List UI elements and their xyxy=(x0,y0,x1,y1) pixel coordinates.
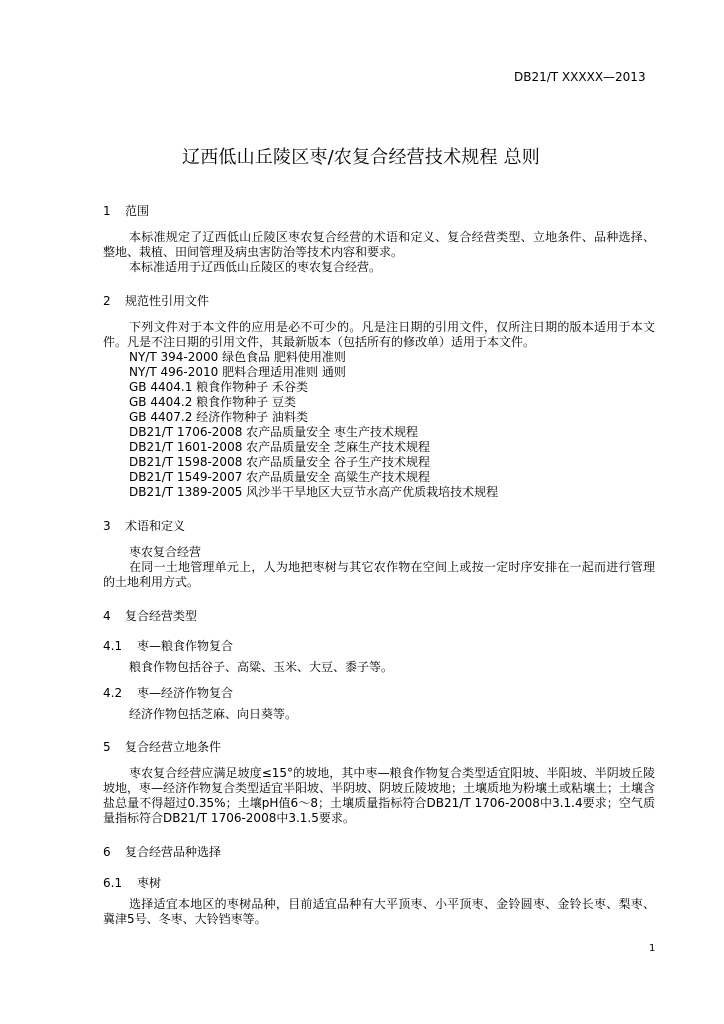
section-number: 6 xyxy=(103,845,111,859)
subsection-title: 枣树 xyxy=(137,876,162,890)
section-title: 复合经营类型 xyxy=(125,609,198,623)
reference-item: GB 4404.2 粮食作物种子 豆类 xyxy=(129,395,296,409)
section-6-heading xyxy=(103,843,221,860)
reference-item: DB21/T 1601-2008 农产品质量安全 芝麻生产技术规程 xyxy=(129,440,430,454)
reference-item: DB21/T 1389-2005 风沙半干旱地区大豆节水高产优质栽培技术规程 xyxy=(129,485,499,499)
reference-item: DB21/T 1549-2007 农产品质量安全 高粱生产技术规程 xyxy=(129,470,430,484)
subsection-4-1-text: 粮食作物包括谷子、高粱、玉米、大豆、黍子等。 xyxy=(129,660,394,674)
subsection-6-1-heading xyxy=(103,874,161,891)
reference-item: GB 4407.2 经济作物种子 油料类 xyxy=(129,410,308,424)
normative-reference-list xyxy=(129,350,498,500)
subsection-4-1-heading xyxy=(103,637,233,654)
section-title: 术语和定义 xyxy=(125,519,186,533)
section-1-paragraph-2: 本标准适用于辽西低山丘陵区的枣农复合经营。 xyxy=(129,260,382,274)
reference-item: DB21/T 1706-2008 农产品质量安全 枣生产技术规程 xyxy=(129,425,418,439)
page-number: 1 xyxy=(649,943,656,954)
section-number: 3 xyxy=(103,519,111,533)
section-title: 范围 xyxy=(125,204,150,218)
section-1-heading xyxy=(103,202,149,219)
section-number: 4 xyxy=(103,609,111,623)
section-4-heading xyxy=(103,607,197,624)
subsection-number: 6.1 xyxy=(103,876,123,890)
subsection-title: 枣—粮食作物复合 xyxy=(137,639,234,653)
subsection-4-2-text: 经济作物包括芝麻、向日葵等。 xyxy=(129,707,298,721)
reference-item: NY/T 394-2000 绿色食品 肥料使用准则 xyxy=(129,350,346,364)
section-5-heading xyxy=(103,738,221,755)
section-3-heading xyxy=(103,517,185,534)
term-definition: 在同一土地管理单元上，人为地把枣树与其它农作物在空间上或按一定时序安排在一起而进行管理的土地利用方式。 xyxy=(103,560,655,589)
section-title: 规范性引用文件 xyxy=(125,294,210,308)
section-2-paragraph-1: 下列文件对于本文件的应用是必不可少的。凡是注日期的引用文件，仅所注日期的版本适用于本文件。凡是不注日期的引用文件，其最新版本（包括所有的修改单）适用于本文件。 xyxy=(103,320,655,349)
section-1-paragraph-1: 本标准规定了辽西低山丘陵区枣农复合经营的术语和定义、复合经营类型、立地条件、品种选择、整地、栽植、田间管理及病虫害防治等技术内容和要求。 xyxy=(103,230,655,259)
section-title: 复合经营立地条件 xyxy=(125,740,222,754)
subsection-number: 4.1 xyxy=(103,639,123,653)
subsection-4-2-heading xyxy=(103,684,233,701)
reference-item: NY/T 496-2010 肥料合理适用准则 通则 xyxy=(129,365,346,379)
section-number: 1 xyxy=(103,204,111,218)
section-2-heading xyxy=(103,292,209,309)
reference-item: DB21/T 1598-2008 农产品质量安全 谷子生产技术规程 xyxy=(129,455,430,469)
standard-code: DB21/T XXXXX—2013 xyxy=(514,70,646,84)
section-5-paragraph: 枣农复合经营应满足坡度≤15°的坡地，其中枣—粮食作物复合类型适宜阳坡、半阳坡、半阴坡丘陵坡地，枣—经济作物复合类型适宜半阳坡、半阴坡、阴坡丘陵坡地；土壤质地为粉壤土或粘壤土；土壤含盐总量不得超过0.35%；土壤pH值6～8；土壤质量指标符合DB21/T 1706-2008中3.1.4要求；空气质量指标符合DB21/T 1706-2008中3.1.5要求。 xyxy=(103,766,656,825)
subsection-number: 4.2 xyxy=(103,686,123,700)
term-name: 枣农复合经营 xyxy=(129,545,202,559)
document-title: 辽西低山丘陵区枣/农复合经营技术规程 总则 xyxy=(182,147,540,168)
section-title: 复合经营品种选择 xyxy=(125,845,222,859)
section-number: 2 xyxy=(103,294,111,308)
section-number: 5 xyxy=(103,740,111,754)
subsection-6-1-text: 选择适宜本地区的枣树品种，目前适宜品种有大平顶枣、小平顶枣、金铃圆枣、金铃长枣、梨枣、冀津5号、冬枣、大铃铛枣等。 xyxy=(103,897,655,926)
subsection-title: 枣—经济作物复合 xyxy=(137,686,234,700)
reference-item: GB 4404.1 粮食作物种子 禾谷类 xyxy=(129,380,308,394)
